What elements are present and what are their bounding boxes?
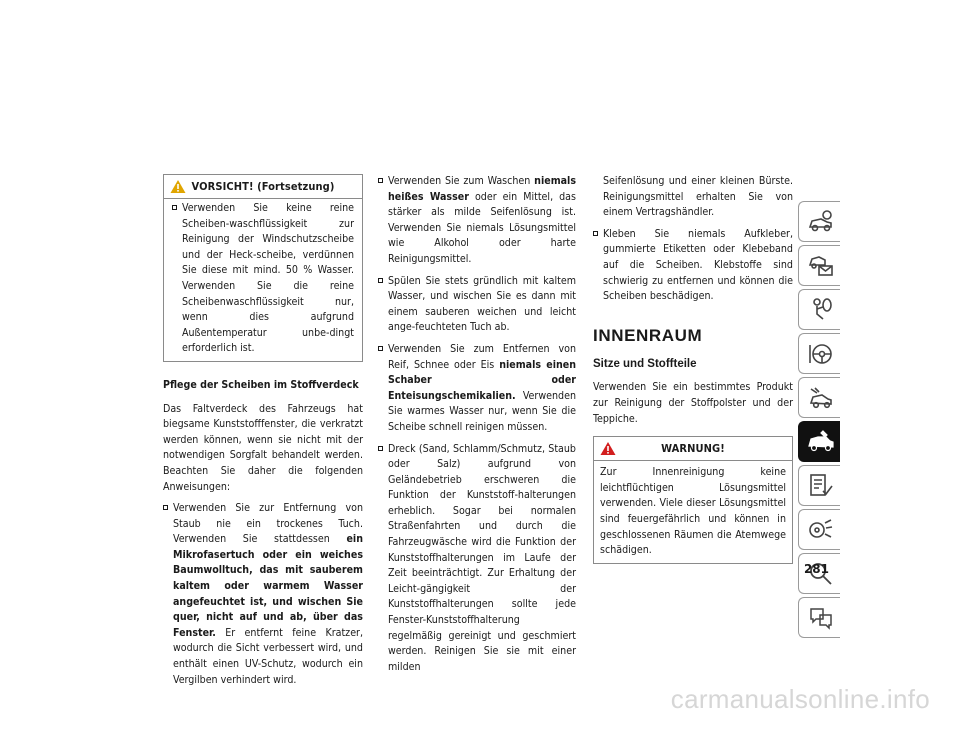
bullet-square-icon	[163, 505, 168, 510]
caution-box-body	[164, 199, 362, 361]
tab-car-crash[interactable]	[798, 377, 840, 418]
bullet-square-icon	[593, 231, 598, 236]
airbag-person-icon	[807, 297, 835, 323]
tab-car-mail[interactable]	[798, 245, 840, 286]
bullet-square-icon	[378, 446, 383, 451]
caution-box-header	[164, 175, 362, 199]
section-heading-interior: INNENRAUM	[593, 325, 703, 345]
tab-checklist[interactable]	[798, 465, 840, 506]
bullet-item-6: Kleben Sie niemals Aufkleber, gummierte Etiketten oder Klebeband auf die Scheiben. Klebstoffe sind schwierig zu entfernen und können die Scheiben beschädigen.	[593, 227, 793, 305]
bullet-item-5-continued: Seifenlösung und einer kleinen Bürste. Reinigungsmittel erhalten Sie von einem Vertragshändler.	[603, 175, 793, 219]
steering-wheel-icon	[807, 341, 835, 367]
language-icon	[807, 605, 835, 631]
column-1	[163, 174, 363, 688]
bullet-square-icon	[378, 278, 383, 283]
bullet-square-icon	[378, 346, 383, 351]
bullet-item-2: Verwenden Sie zum Waschen niemals heißes Wasser oder ein Mittel, das stärker als milde Seifenlösung ist. Verwenden Sie niemals Lösungsmittel wie Alkohol oder harte Reinigungsmittel.	[378, 174, 576, 268]
warning-box-title: WARNUNG!	[661, 442, 725, 456]
tab-steering-wheel[interactable]	[798, 333, 840, 374]
column-2	[378, 174, 576, 675]
car-info-icon	[807, 209, 835, 235]
bullet-item-1: Verwenden Sie zur Entfernung von Staub nie ein trockenes Tuch. Verwenden Sie stattdessen ein Mikrofasertuch oder ein weiches Baumwolltuch, das mit sauberem kaltem oder warmem Wasser angefeuchtet ist, und wischen Sie quer, nicht auf und ab, über das Fenster. Er entfernt feine Kratzer, wodurch die Sicht verbessert wird, und enthält einen UV-Schutz, wodurch ein Vergilben verhindert wird.	[163, 501, 363, 688]
watermark: carmanualsonline.info	[670, 684, 930, 714]
car-crash-icon	[807, 385, 835, 411]
subheading-seats: Sitze und Stoffteile	[593, 357, 697, 370]
tab-airbag[interactable]	[798, 289, 840, 330]
checklist-icon	[807, 473, 835, 499]
warning-text: Zur Innenreinigung keine leichtflüchtigen Lösungsmittel verwenden. Viele dieser Lösungsmittel sind feuergefährlich und können in geschlossenen Räumen die Atemwege schädigen.	[600, 466, 786, 557]
bullet-item-5: Dreck (Sand, Schlamm/Schmutz, Staub oder Salz) aufgrund von Geländebetrieb erschweren die Funktion der Kunststoff-halterungen erheblich. Sogar bei normalen Straßenfahrten und durch die Fahrzeugwäsche wird die Funktion der Kunststoffhalterungen im Laufe der Zeit beeinträchtigt. Zur Erhaltung der Leicht-gängigkeit der Kunststoffhalterungen sollte jede Fenster-Kunststoffhalterung regelmäßig gereinigt und geschmiert werden. Reinigen Sie sie mit einer milden	[378, 442, 576, 676]
warning-triangle-icon	[600, 441, 616, 456]
page-number: 281	[803, 562, 829, 576]
caution-triangle-icon	[170, 179, 186, 194]
interior-text: Verwenden Sie ein bestimmtes Produkt zur Reinigung der Stoffpolster und der Teppiche.	[593, 381, 793, 425]
section-heading-windows: Pflege der Scheiben im Stoffverdeck	[163, 378, 359, 391]
section-intro: Das Faltverdeck des Fahrzeugs hat biegsame Kunststofffenster, die verkratzt werden können, wenn sie nicht mit der notwendigen Sorgfalt behandelt werden. Beachten Sie daher die folgenden Anweisungen:	[163, 402, 363, 493]
car-service-icon	[807, 429, 835, 455]
caution-box	[163, 174, 363, 362]
bullet-item-4: Verwenden Sie zum Entfernen von Reif, Schnee oder Eis niemals einen Schaber oder Enteisungschemikalien. Verwenden Sie warmes Wasser nur, wenn Sie die Scheibe schnell reinigen müssen.	[378, 342, 576, 436]
tab-language[interactable]	[798, 597, 840, 638]
warning-box-header	[594, 437, 792, 461]
column-3	[593, 174, 793, 564]
tab-car-service[interactable]	[798, 421, 840, 462]
tab-multimedia[interactable]	[798, 509, 840, 550]
multimedia-icon	[807, 517, 835, 543]
bullet-square-icon	[172, 205, 177, 210]
caution-box-title: VORSICHT! (Fortsetzung)	[191, 180, 335, 193]
warning-box-body	[594, 461, 792, 563]
tab-car-info[interactable]	[798, 201, 840, 242]
bullet-item-3: Spülen Sie stets gründlich mit kaltem Wasser, und wischen Sie es dann mit einem sauberen weichen und leicht ange-feuchteten Tuch ab.	[378, 274, 576, 336]
caution-bullet: Verwenden Sie keine reine Scheiben-waschflüssigkeit zur Reinigung der Windschutzscheibe und der Heck-scheibe, verdünnen Sie diese mit mind. 50 % Wasser. Verwenden Sie die reine Scheibenwaschflüssigkeit nur, wenn dies aufgrund Außentemperatur unbe-dingt erforderlich ist.	[172, 201, 354, 357]
warning-box	[593, 436, 793, 564]
car-mail-icon	[807, 253, 835, 279]
bullet-square-icon	[378, 178, 383, 183]
